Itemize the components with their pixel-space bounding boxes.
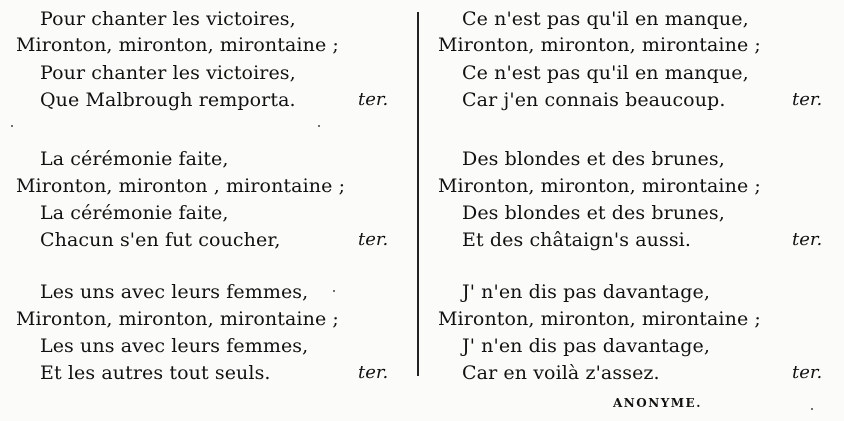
print-speck	[811, 408, 813, 410]
refrain-line: Mironton, mironton , mirontaine ;	[16, 175, 346, 197]
verse-line: Et les autres tout seuls.	[40, 362, 271, 384]
refrain-line: Mironton, mironton, mirontaine ;	[16, 34, 339, 56]
verse-line: Car en voilà z'assez.	[462, 362, 660, 384]
print-speck	[11, 125, 13, 127]
verse-line: Ce n'est pas qu'il en manque,	[462, 62, 749, 84]
refrain-line: Mironton, mironton, mirontaine ;	[438, 34, 761, 56]
ter-marker: ter.	[358, 89, 389, 110]
verse-line: Et des châtaign's aussi.	[462, 229, 691, 251]
verse-line: Pour chanter les victoires,	[40, 8, 296, 30]
print-speck	[333, 290, 335, 292]
verse-line: Car j'en connais beaucoup.	[462, 89, 726, 111]
verse-line: Pour chanter les victoires,	[40, 62, 296, 84]
refrain-line: Mironton, mironton, mirontaine ;	[16, 308, 339, 330]
verse-line: Ce n'est pas qu'il en manque,	[462, 8, 749, 30]
ter-marker: ter.	[358, 229, 389, 250]
verse-line: La cérémonie faite,	[40, 148, 229, 170]
column-divider	[417, 12, 419, 376]
refrain-line: Mironton, mironton, mirontaine ;	[438, 308, 761, 330]
verse-line: Que Malbrough remporta.	[40, 89, 296, 111]
verse-line: J' n'en dis pas davantage,	[462, 335, 710, 357]
verse-line: Les uns avec leurs femmes,	[40, 335, 309, 357]
verse-line: Les uns avec leurs femmes,	[40, 281, 309, 303]
ter-marker: ter.	[358, 362, 389, 383]
ter-marker: ter.	[792, 89, 823, 110]
print-speck	[318, 125, 320, 127]
verse-line: J' n'en dis pas davantage,	[462, 281, 710, 303]
verse-line: Chacun s'en fut coucher,	[40, 229, 281, 251]
author-signature: ANONYME.	[613, 396, 702, 410]
verse-line: Des blondes et des brunes,	[462, 202, 725, 224]
verse-line: La cérémonie faite,	[40, 202, 229, 224]
ter-marker: ter.	[792, 229, 823, 250]
verse-line: Des blondes et des brunes,	[462, 148, 725, 170]
refrain-line: Mironton, mironton, mirontaine ;	[438, 175, 761, 197]
ter-marker: ter.	[792, 362, 823, 383]
